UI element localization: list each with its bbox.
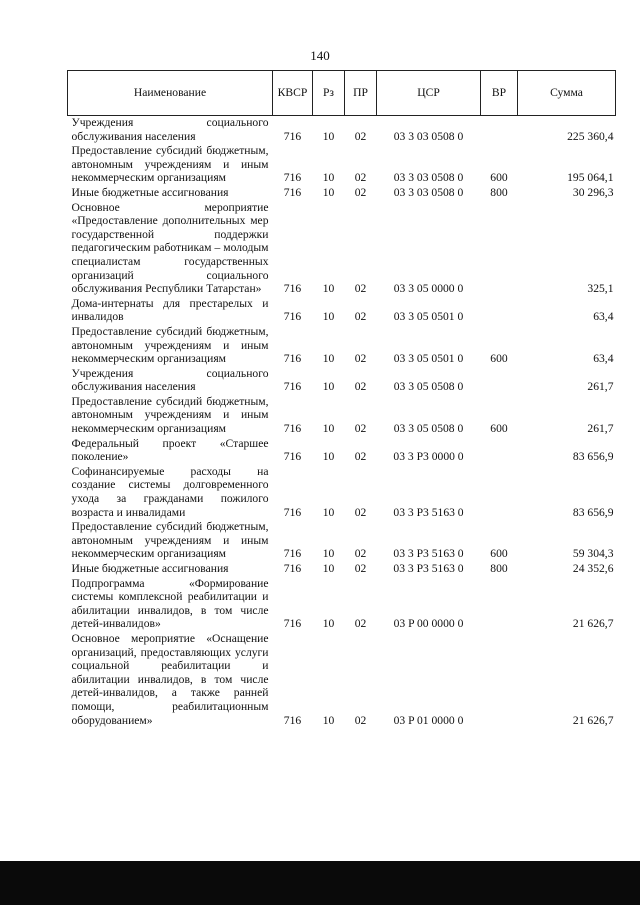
cell-rz: 10 (322, 562, 335, 575)
cell-vr: 600 (490, 422, 508, 436)
cell-pr: 02 (354, 562, 367, 575)
header-pr: ПР (345, 71, 377, 116)
cell-pr: 02 (354, 450, 367, 464)
cell-rz: 10 (322, 282, 335, 296)
scan-bottom-band (0, 861, 640, 905)
cell-vr (481, 367, 518, 395)
cell-kvsr: 716 (283, 380, 302, 394)
table-row (68, 186, 616, 201)
cell-pr: 02 (354, 422, 367, 436)
cell-vr (481, 201, 518, 297)
cell-kvsr: 716 (283, 171, 302, 185)
cell-rz: 10 (322, 450, 335, 464)
cell-kvsr: 716 (283, 713, 302, 727)
cell-sum: 63,4 (593, 352, 614, 366)
cell-csr: 03 3 P3 5163 0 (393, 505, 464, 519)
cell-csr: 03 P 00 0000 0 (393, 617, 464, 631)
cell-vr (481, 116, 518, 145)
table-row (68, 395, 616, 437)
cell-pr: 02 (354, 171, 367, 185)
cell-sum: 30 296,3 (572, 185, 614, 199)
cell-kvsr: 716 (283, 129, 302, 143)
cell-csr: 03 P 01 0000 0 (393, 713, 464, 727)
cell-kvsr: 716 (283, 505, 302, 519)
cell-vr (481, 577, 518, 632)
cell-sum: 63,4 (593, 310, 614, 324)
header-kvsr: КВСР (273, 71, 313, 116)
cell-kvsr: 716 (283, 352, 302, 366)
cell-csr: 03 3 P3 0000 0 (393, 450, 464, 464)
cell-rz: 10 (322, 185, 335, 199)
cell-name: Иные бюджетные ассигнования (71, 562, 229, 575)
cell-sum: 225 360,4 (567, 129, 614, 143)
cell-sum: 195 064,1 (567, 171, 614, 185)
table-header-row (68, 71, 616, 116)
cell-kvsr: 716 (283, 282, 302, 296)
cell-pr: 02 (354, 713, 367, 727)
cell-vr (481, 465, 518, 520)
cell-vr: 600 (490, 171, 508, 185)
cell-sum: 261,7 (587, 380, 614, 394)
cell-csr: 03 3 05 0508 0 (393, 380, 464, 394)
header-csr: ЦСР (377, 71, 481, 116)
cell-kvsr: 716 (283, 185, 302, 199)
cell-rz: 10 (322, 617, 335, 631)
cell-vr: 800 (490, 562, 508, 575)
cell-rz: 10 (322, 171, 335, 185)
cell-vr (481, 297, 518, 325)
cell-pr: 02 (354, 352, 367, 366)
cell-pr: 02 (354, 310, 367, 324)
header-sum: Сумма (518, 71, 616, 116)
table-row (68, 144, 616, 186)
cell-sum: 325,1 (587, 282, 614, 296)
cell-name: Учреждения социального обслуживания населения (71, 116, 269, 143)
cell-name: Основное мероприятие «Оснащение организаций, предоставляющих услуги социальной реабилитации и абилитации инвалидов, в том числе детей-инвалидов, а также ранней помощи, реабилитационным оборудованием» (71, 631, 269, 727)
cell-rz: 10 (322, 547, 335, 561)
header-name: Наименование (68, 71, 273, 116)
cell-name: Предоставление субсидий бюджетным, автономным учреждениям и иным некоммерческим организациям (71, 394, 269, 436)
cell-name: Подпрограмма «Формирование системы комплексной реабилитации и абилитации инвалидов, в том числе детей-инвалидов» (71, 576, 269, 631)
cell-sum: 83 656,9 (572, 505, 614, 519)
cell-vr: 600 (490, 352, 508, 366)
cell-csr: 03 3 03 0508 0 (393, 185, 464, 199)
cell-csr: 03 3 05 0000 0 (393, 282, 464, 296)
page-number: 140 (310, 48, 330, 63)
header-vr: ВР (481, 71, 518, 116)
cell-rz: 10 (322, 380, 335, 394)
cell-rz: 10 (322, 422, 335, 436)
cell-sum: 21 626,7 (572, 713, 614, 727)
cell-csr: 03 3 05 0501 0 (393, 352, 464, 366)
cell-kvsr: 716 (283, 422, 302, 436)
cell-sum: 59 304,3 (572, 547, 614, 561)
table-row (68, 325, 616, 367)
table-row (68, 562, 616, 577)
cell-pr: 02 (354, 380, 367, 394)
cell-name: Предоставление субсидий бюджетным, автономным учреждениям и иным некоммерческим организациям (71, 324, 269, 366)
cell-kvsr: 716 (283, 450, 302, 464)
table-row (68, 632, 616, 728)
table-row (68, 297, 616, 325)
table-row (68, 520, 616, 562)
table-row (68, 577, 616, 632)
cell-csr: 03 3 P3 5163 0 (393, 562, 464, 575)
cell-pr: 02 (354, 282, 367, 296)
cell-vr: 800 (490, 185, 508, 199)
table-row (68, 116, 616, 145)
budget-table (67, 70, 616, 728)
cell-sum: 261,7 (587, 422, 614, 436)
cell-rz: 10 (322, 310, 335, 324)
cell-sum: 24 352,6 (572, 562, 614, 575)
table-row (68, 437, 616, 465)
cell-pr: 02 (354, 505, 367, 519)
table-row (68, 201, 616, 297)
cell-csr: 03 3 03 0508 0 (393, 171, 464, 185)
cell-csr: 03 3 03 0508 0 (393, 129, 464, 143)
table-row (68, 465, 616, 520)
cell-csr: 03 3 05 0508 0 (393, 422, 464, 436)
cell-name: Учреждения социального обслуживания населения (71, 366, 269, 394)
cell-rz: 10 (322, 352, 335, 366)
cell-pr: 02 (354, 185, 367, 199)
cell-name: Предоставление субсидий бюджетным, автономным учреждениям и иным некоммерческим организациям (71, 520, 269, 561)
header-rz: Рз (313, 71, 345, 116)
cell-csr: 03 3 05 0501 0 (393, 310, 464, 324)
cell-rz: 10 (322, 129, 335, 143)
cell-kvsr: 716 (283, 617, 302, 631)
table-body (68, 116, 616, 729)
cell-name: Федеральный проект «Старшее поколение» (71, 436, 269, 464)
cell-kvsr: 716 (283, 310, 302, 324)
cell-rz: 10 (322, 713, 335, 727)
cell-name: Предоставление субсидий бюджетным, автономным учреждениям и иным некоммерческим организациям (71, 144, 269, 185)
cell-name: Иные бюджетные ассигнования (71, 185, 229, 199)
cell-vr: 600 (490, 547, 508, 561)
cell-name: Софинансируемые расходы на создание системы долговременного ухода за гражданами пожилого возраста и инвалидами (71, 464, 269, 519)
cell-pr: 02 (354, 129, 367, 143)
cell-pr: 02 (354, 547, 367, 561)
table-row (68, 367, 616, 395)
cell-kvsr: 716 (283, 547, 302, 561)
cell-sum: 21 626,7 (572, 617, 614, 631)
cell-pr: 02 (354, 617, 367, 631)
cell-rz: 10 (322, 505, 335, 519)
cell-csr: 03 3 P3 5163 0 (393, 547, 464, 561)
cell-vr (481, 437, 518, 465)
cell-name: Дома-интернаты для престарелых и инвалидов (71, 296, 269, 324)
cell-sum: 83 656,9 (572, 450, 614, 464)
cell-vr (481, 632, 518, 728)
cell-kvsr: 716 (283, 562, 302, 575)
cell-name: Основное мероприятие «Предоставление дополнительных мер государственной поддержки педагогическим работникам – молодым специалистам государственных организаций социального обслуживания Республики Татарстан» (71, 200, 269, 296)
